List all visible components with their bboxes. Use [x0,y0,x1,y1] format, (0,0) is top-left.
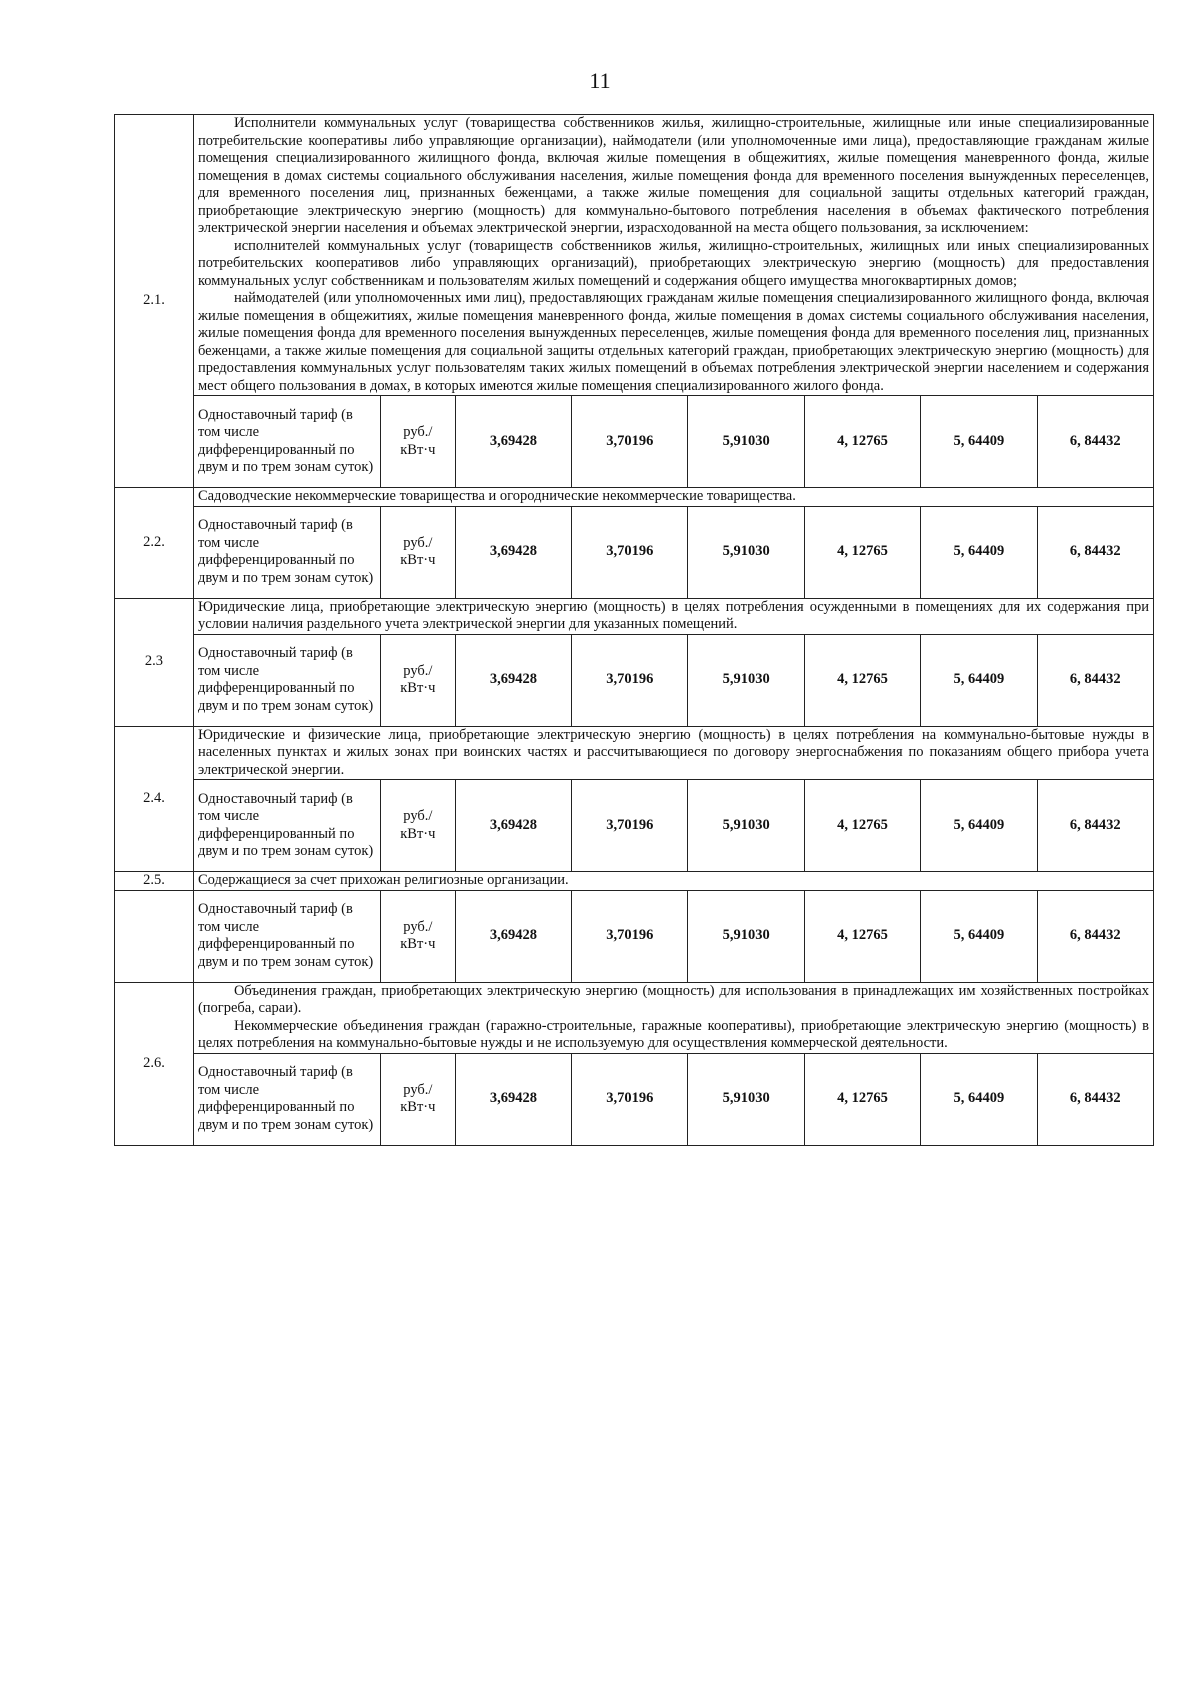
tariff-value: 4, 12765 [804,634,920,726]
tariff-unit: руб./ кВт·ч [380,634,455,726]
page-number: 11 [589,68,611,93]
tariff-value: 3,70196 [572,1053,688,1145]
tariff-value: 4, 12765 [804,890,920,982]
section-paragraph: Объединения граждан, приобретающих электрическую энергию (мощность) для использования в принадлежащих им хозяйственных постройках (погреба, сараи). [197,982,1149,1016]
section-paragraph: Садоводческие некоммерческие товарищества и огороднические некоммерческие товарищества. [197,488,796,504]
tariff-value: 5, 64409 [921,780,1037,872]
tariff-value: 5,91030 [688,506,804,598]
section-2-1-description-row [115,115,1154,396]
section-number: 2.3 [115,598,194,726]
tariff-value: 3,70196 [572,634,688,726]
section-2-4-description-row [115,726,1154,780]
section-paragraph: Некоммерческие объединения граждан (гаражно-строительные, гаражные кооперативы), приобретающие электрическую энергию (мощность) в целях потребления на коммунально-бытовые нужды и не используемую для осуществления коммерческой деятельности. [197,1017,1149,1051]
section-number: 2.5. [115,872,194,891]
section-description [193,726,1153,780]
tariff-name: Одноставочный тариф (в том числе дифференцированный по двум и по трем зонам суток) [193,634,380,726]
section-2-2-description-row [115,488,1154,507]
tariff-value: 5, 64409 [921,634,1037,726]
section-paragraph: исполнителей коммунальных услуг (товариществ собственников жилья, жилищно-строительных, жилищных или иных специализированных потребительских кооперативов либо управляющих организаций), приобретающих электрическую энергию (мощность) для предоставления коммунальных услуг собственникам и пользователям жилых помещений и содержания общего имущества многоквартирных домов; [197,237,1149,289]
section-paragraph: Юридические и физические лица, приобретающие электрическую энергию (мощность) в целях потребления на коммунально-бытовые нужды в населенных пунктах и жилых зонах при воинских частях и рассчитывающиеся по договору энергоснабжения по показаниям общего прибора учета электрической энергии. [197,726,1149,778]
tariff-value: 5, 64409 [921,1053,1037,1145]
tariff-name: Одноставочный тариф (в том числе дифференцированный по двум и по трем зонам суток) [193,1053,380,1145]
tariff-value: 3,69428 [455,890,571,982]
tariff-row [115,396,1154,488]
tariff-value: 5,91030 [688,634,804,726]
section-2-6-description-row [115,982,1154,1053]
tariff-row [115,780,1154,872]
tariff-value: 5, 64409 [921,506,1037,598]
tariff-row [115,890,1154,982]
empty-number-cell [115,890,194,982]
tariff-value: 6, 84432 [1037,634,1153,726]
tariff-value: 6, 84432 [1037,1053,1153,1145]
tariff-row [115,1053,1154,1145]
section-paragraph: Юридические лица, приобретающие электрическую энергию (мощность) в целях потребления осужденными в помещениях для их содержания при условии наличия раздельного учета электрической энергии для указанных помещений. [197,598,1149,632]
tariff-unit: руб./ кВт·ч [380,1053,455,1145]
tariff-name: Одноставочный тариф (в том числе дифференцированный по двум и по трем зонам суток) [193,506,380,598]
section-number: 2.4. [115,726,194,872]
section-description [193,872,1153,891]
tariff-value: 4, 12765 [804,396,920,488]
section-description [193,488,1153,507]
section-number: 2.1. [115,115,194,488]
tariff-value: 6, 84432 [1037,396,1153,488]
tariff-value: 3,70196 [572,506,688,598]
section-2-5-description-row [115,872,1154,891]
tariff-name: Одноставочный тариф (в том числе дифференцированный по двум и по трем зонам суток) [193,890,380,982]
section-number: 2.2. [115,488,194,599]
tariff-table [114,114,1154,1146]
tariff-unit: руб./ кВт·ч [380,506,455,598]
tariff-row [115,634,1154,726]
tariff-name: Одноставочный тариф (в том числе дифференцированный по двум и по трем зонам суток) [193,396,380,488]
section-description [193,982,1153,1053]
tariff-value: 4, 12765 [804,780,920,872]
tariff-value: 5,91030 [688,780,804,872]
tariff-value: 3,69428 [455,780,571,872]
section-description [193,598,1153,634]
section-paragraph: Содержащиеся за счет прихожан религиозные организации. [197,872,569,888]
tariff-unit: руб./ кВт·ч [380,396,455,488]
tariff-value: 4, 12765 [804,506,920,598]
tariff-value: 4, 12765 [804,1053,920,1145]
tariff-value: 3,69428 [455,506,571,598]
tariff-value: 5,91030 [688,396,804,488]
tariff-value: 6, 84432 [1037,780,1153,872]
tariff-value: 3,70196 [572,780,688,872]
tariff-value: 5, 64409 [921,890,1037,982]
tariff-name: Одноставочный тариф (в том числе дифференцированный по двум и по трем зонам суток) [193,780,380,872]
section-2-3-description-row [115,598,1154,634]
tariff-value: 3,70196 [572,396,688,488]
tariff-value: 6, 84432 [1037,890,1153,982]
tariff-unit: руб./ кВт·ч [380,780,455,872]
section-number: 2.6. [115,982,194,1145]
tariff-value: 3,69428 [455,396,571,488]
tariff-value: 3,69428 [455,1053,571,1145]
section-paragraph: наймодателей (или уполномоченных ими лиц), предоставляющих гражданам жилые помещения специализированного жилищного фонда, включая жилые помещения в общежитиях, жилые помещения маневренного фонда, жилые помещения в домах системы социального обслуживания населения, жилые помещения фонда для временного поселения вынужденных переселенцев, жилые помещения фонда для временного поселения лиц, признанных беженцами, а также жилые помещения для социальной защиты отдельных категорий граждан, приобретающих электрическую энергию (мощность) для предоставления коммунальных услуг пользователям таких жилых помещений в объемах потребления электрической энергии населением и содержания мест общего пользования в домах, в которых имеются жилые помещения специализированного жилого фонда. [197,290,1149,394]
tariff-value: 6, 84432 [1037,506,1153,598]
section-description [193,115,1153,396]
tariff-value: 3,70196 [572,890,688,982]
tariff-value: 5,91030 [688,890,804,982]
tariff-value: 5, 64409 [921,396,1037,488]
tariff-row [115,506,1154,598]
tariff-value: 3,69428 [455,634,571,726]
tariff-value: 5,91030 [688,1053,804,1145]
section-paragraph: Исполнители коммунальных услуг (товарищества собственников жилья, жилищно-строительные, жилищные или иные специализированные потребительские кооперативы либо управляющие организации), наймодатели (или уполномоченные ими лица), предоставляющие гражданам жилые помещения специализированного жилищного фонда, включая жилые помещения в общежитиях, жилые помещения маневренного фонда, жилые помещения в домах системы социального обслуживания населения, жилые помещения фонда для временного поселения вынужденных переселенцев, для временного поселения лиц, признанных беженцами, а также жилые помещения для социальной защиты отдельных категорий граждан, приобретающие электрическую энергию (мощность) для коммунально-бытового потребления населения в объемах фактического потребления электрической энергии населения и объемах электрической энергии, израсходованной на места общего пользования, за исключением: [197,115,1149,236]
tariff-unit: руб./ кВт·ч [380,890,455,982]
